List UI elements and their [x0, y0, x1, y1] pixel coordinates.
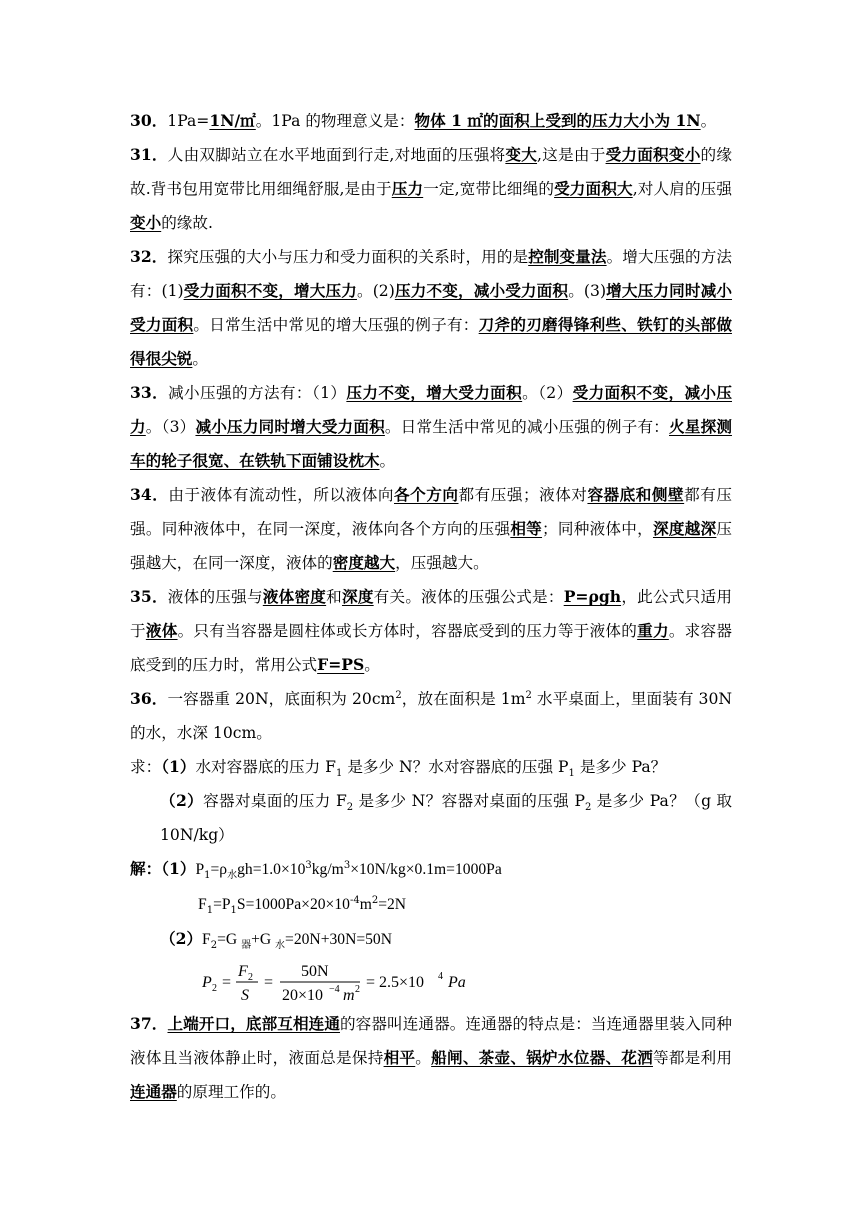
answer: 液体密度 [262, 587, 327, 606]
frac2-denominator-sup2: 2 [355, 984, 360, 995]
answer: 受力面积不变，减小压力 [130, 383, 732, 436]
text: 。只有当容器是圆柱体或长方体时，容器底受到的压力等于液体的 [177, 622, 638, 640]
document-page [130, 104, 732, 1109]
text: 。 [379, 452, 396, 470]
text: 。 [415, 1049, 432, 1067]
item-number: 32． [130, 247, 168, 266]
answer: 各个方向 [394, 485, 459, 504]
text: 一定,宽带比细绳的 [423, 180, 555, 198]
superscript: 2 [525, 689, 532, 701]
text: 液体的压强与 [167, 588, 263, 606]
formula-eq: = [264, 974, 274, 991]
answer: 火星探测车的轮子很宽、在铁轨下面铺设枕木 [130, 417, 732, 470]
subscript: 2 [346, 802, 354, 814]
text: 容器对桌面的压力 F [203, 792, 347, 810]
subscript: 1 [568, 768, 575, 780]
answer: 变小 [130, 213, 162, 232]
formula-eq: = [222, 974, 232, 991]
answer: 刀斧的刃磨得锋利些、铁钉的头部做得很尖锐 [130, 315, 732, 368]
formula-lhs: P [202, 974, 212, 991]
item-number: 36． [130, 689, 168, 708]
text: 。（3） [145, 418, 196, 436]
frac1-denominator: S [241, 987, 249, 1004]
item-36-stem [130, 682, 732, 750]
equation-text: =P [213, 896, 231, 913]
equation-text: =2N [378, 896, 407, 913]
answer: 控制变量法 [528, 247, 607, 266]
answer: F=PS [317, 655, 365, 674]
formula-lhs-sub: 2 [212, 983, 217, 994]
text: 是多少 N？容器对桌面的压强 P [353, 792, 585, 810]
text: ，放在面积是 1m [401, 690, 526, 708]
frac2-numerator: 50N [301, 963, 329, 980]
answer: 1N/㎡ [209, 111, 256, 130]
subscript: 1 [335, 768, 343, 780]
formula-result-sup: 4 [438, 971, 443, 982]
text: 由于液体有流动性，所以液体向 [168, 486, 394, 504]
text: 都有压强；液体对 [458, 486, 588, 504]
item-number: 31． [130, 145, 168, 164]
answer: 压力 [391, 179, 424, 198]
item-number: 33． [130, 383, 169, 402]
superscript: 3 [343, 859, 351, 871]
text: 。日常生活中常见的减小压强的例子有： [384, 418, 670, 436]
text: 探究压强的大小与压力和受力面积的关系时，用的是 [167, 248, 529, 266]
subscript: 1 [230, 905, 237, 917]
solution-label: 解： [130, 859, 162, 878]
text: 。增大压强的方法有：(1) [130, 248, 732, 300]
item-31 [130, 138, 732, 240]
text: 等都是利用 [652, 1049, 732, 1067]
formula-result-unit: Pa [448, 974, 466, 991]
equation-text: m [359, 896, 372, 913]
formula-graphic [198, 957, 498, 1007]
equation-text: ×10N/kg×0.1m=1000Pa [350, 861, 502, 878]
answer: 物体 1 ㎡的面积上受到的压力大小为 1N [414, 111, 701, 130]
item-number: 35． [130, 587, 168, 606]
text: 水平桌面上，里面装有 30N 的水，水深 10cm。 [130, 690, 733, 742]
text: ，此公式只适用于 [130, 588, 732, 640]
equation-text: F [202, 931, 211, 948]
text: 是多少 Pa？ [574, 758, 667, 776]
item-36-solution-1b [130, 887, 732, 922]
sub-question-number: （1） [161, 859, 196, 878]
item-number: 30． [130, 111, 168, 130]
answer: P=ρgh [563, 587, 622, 606]
text: 。日常生活中常见的增大压强的例子有： [193, 316, 479, 334]
answer: 深度越深 [652, 519, 717, 538]
text: 的缘故. [161, 214, 213, 232]
text: 都有压强。同种液体中，在同一深度，液体向各个方向的压强 [130, 486, 732, 538]
item-34 [130, 478, 732, 580]
superscript: -4 [349, 894, 360, 906]
equation-text: S=1000Pa×20×10 [236, 896, 350, 913]
answer: 上端开口，底部互相连通 [167, 1014, 340, 1033]
answer: 液体 [145, 621, 178, 640]
answer: 船闸、茶壶、锅炉水位器、花洒 [431, 1048, 653, 1067]
text: ,这是由于 [537, 146, 606, 164]
text: 。(2) [356, 282, 395, 300]
ask-label: 求： [130, 758, 162, 776]
text: 1Pa= [167, 112, 210, 130]
text: 和 [326, 588, 342, 606]
answer: 连通器 [130, 1082, 177, 1101]
text: 的容器叫连通器。连通器的特点是：当连通器里装入同种液体且当液体静止时，液面总是保持 [130, 1015, 732, 1067]
text: 水对容器底的压力 F [195, 758, 336, 776]
text: ，压强越大。 [395, 554, 489, 572]
item-32 [130, 240, 732, 376]
text: ；同种液体中， [542, 520, 653, 538]
answer: 压力不变，减小受力面积 [394, 281, 569, 300]
text: 人由双脚站立在水平地面到行走,对地面的压强将 [167, 146, 506, 164]
text: 。 [700, 112, 717, 130]
item-36-ask1 [130, 750, 732, 784]
equation-text: gh=1.0×10 [237, 861, 306, 878]
text: 的原理工作的。 [176, 1083, 286, 1101]
superscript: 2 [371, 894, 379, 906]
answer: 受力面积不变，增大压力 [183, 281, 357, 300]
answer: 重力 [637, 621, 669, 640]
text: 。(3) [568, 282, 607, 300]
text: 。（2） [522, 384, 573, 402]
subscript: 水 [275, 940, 286, 952]
item-36-ask2 [130, 784, 732, 852]
text: ,对人肩的压强 [632, 180, 732, 198]
sub-question-number: （2） [160, 791, 204, 810]
pressure-formula [198, 957, 732, 1007]
sub-question-number: （2） [160, 929, 203, 948]
equation-text: F [198, 896, 207, 913]
frac2-denominator-sup: −4 [329, 984, 340, 995]
equation-text: P [195, 861, 205, 878]
subscript: 1 [206, 905, 214, 917]
subscript: 2 [584, 802, 592, 814]
answer: 容器底和侧壁 [587, 485, 685, 504]
text: 。 [364, 656, 380, 674]
sub-question-number: （1） [161, 757, 196, 776]
answer: 密度越大 [332, 553, 396, 572]
answer: 压力不变，增大受力面积 [346, 383, 523, 402]
answer: 变大 [505, 145, 538, 164]
item-35 [130, 580, 732, 682]
subscript: 水 [227, 870, 238, 882]
answer: 受力面积变小 [605, 145, 701, 164]
equation-text: +G [251, 931, 276, 948]
item-33 [130, 376, 732, 478]
answer: 相等 [510, 519, 543, 538]
answer: 深度 [341, 587, 374, 606]
text: 压强越大，在同一深度，液体的 [130, 520, 732, 572]
text: 。1Pa 的物理意义是： [255, 112, 415, 130]
frac2-denominator-unit: m [343, 987, 355, 1004]
answer: 相平 [383, 1048, 416, 1067]
text: 的缘故.背书包用宽带比用细绳舒服,是由于 [130, 146, 732, 198]
text: 一容器重 20N，底面积为 20cm [167, 690, 396, 708]
frac1-numerator-sub: 2 [248, 972, 253, 983]
equation-text: =20N+30N=50N [285, 931, 392, 948]
answer: 减小压力同时增大受力面积 [195, 417, 385, 436]
formula-result: = 2.5×10 [366, 974, 425, 991]
equation-text: =ρ [210, 861, 228, 878]
item-37 [130, 1007, 732, 1109]
subscript: 器 [241, 940, 252, 952]
text: 是多少 N？水对容器底的压强 P [342, 758, 569, 776]
frac1-numerator: F [238, 963, 248, 980]
item-36-solution-1 [130, 852, 732, 887]
item-36-solution-2 [130, 922, 732, 957]
text: 减小压强的方法有：（1） [168, 384, 347, 402]
item-number: 34． [130, 485, 169, 504]
subscript: 2 [210, 940, 218, 952]
text: 。求容器底受到的压力时，常用公式 [130, 622, 732, 674]
answer: 受力面积大 [554, 179, 633, 198]
subscript: 1 [204, 870, 211, 882]
superscript: 3 [305, 859, 312, 871]
frac2-denominator: 20×10 [282, 987, 324, 1004]
equation-text: kg/m [311, 861, 344, 878]
answer: 增大压力同时减小受力面积 [130, 281, 733, 334]
superscript: 2 [395, 689, 402, 701]
item-number: 37． [130, 1014, 168, 1033]
text: 。 [192, 350, 208, 368]
text: 有关。液体的压强公式是： [373, 588, 564, 606]
item-30 [130, 104, 732, 138]
equation-text: =G [217, 931, 242, 948]
text: 是多少 Pa？（g 取 10N/kg） [160, 792, 732, 844]
